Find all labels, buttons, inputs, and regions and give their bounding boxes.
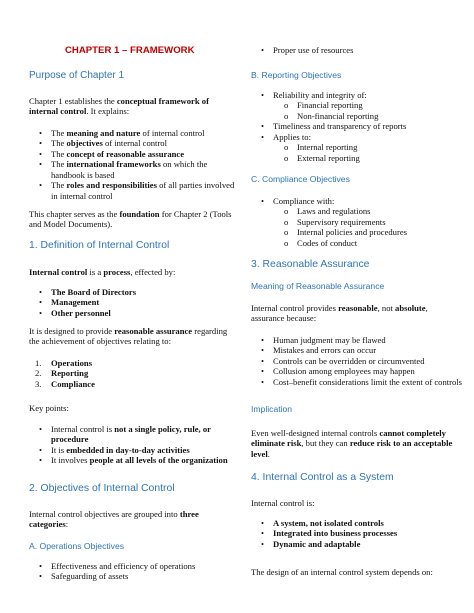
list-item: • Controls can be overridden or circumvented (261, 355, 425, 366)
compliance-list (251, 196, 463, 248)
circle-bullet-icon: o (284, 100, 289, 111)
sub-list (251, 142, 463, 163)
sub-list (251, 100, 463, 121)
key-points-list (29, 424, 237, 466)
meaning-heading: Meaning of Reasonable Assurance (251, 281, 385, 291)
list-item: • Effectiveness and efficiency of operations (39, 561, 196, 571)
bullet-icon: • (261, 376, 265, 387)
bullet-icon: • (39, 128, 43, 138)
sub-list-item: o Internal reporting (284, 142, 358, 153)
section-2-heading: 2. Objectives of Internal Control (29, 483, 175, 494)
list-item: • Collusion among employees may happen (261, 366, 415, 377)
list-item: 3. Compliance (35, 378, 95, 389)
circle-bullet-icon: o (284, 216, 289, 227)
bullet-icon: • (39, 571, 43, 582)
sub-list-item: o Laws and regulations (284, 206, 371, 217)
list-item: • Dynamic and adaptable (261, 538, 361, 549)
grouped-paragraph: Internal control objectives are grouped into three categories: (29, 509, 199, 530)
relating-to-list (29, 358, 237, 389)
bullet-icon: • (261, 345, 265, 356)
list-item: • Applies to: o Internal reporting o External reporting (251, 132, 463, 163)
intro-paragraph: Chapter 1 establishes the conceptual framework of internal control. It explains: (29, 96, 209, 117)
circle-bullet-icon: o (284, 110, 289, 121)
section-3-heading: 3. Reasonable Assurance (251, 259, 370, 270)
design-paragraph: The design of an internal control system depends on: (251, 567, 433, 577)
bullet-icon: • (39, 180, 43, 191)
purpose-heading: Purpose of Chapter 1 (29, 70, 125, 81)
provides-paragraph: Internal control provides reasonable, not absolute, assurance because: (251, 303, 428, 324)
bullet-icon: • (39, 444, 43, 455)
sub-list-item: o External reporting (284, 152, 360, 163)
sub-list-item: o Supervisory requirements (284, 216, 386, 227)
is-label: Internal control is: (251, 498, 315, 508)
bullet-icon: • (39, 424, 43, 434)
bullet-icon: • (261, 90, 265, 100)
circle-bullet-icon: o (284, 206, 289, 217)
reporting-objectives-heading: B. Reporting Objectives (251, 70, 342, 80)
bullet-icon: • (261, 366, 265, 377)
resources-list (251, 45, 463, 55)
bullet-icon: • (261, 45, 265, 55)
bullet-icon: • (261, 335, 265, 345)
list-item: • The objectives of internal control (39, 138, 167, 149)
bullet-icon: • (261, 121, 265, 132)
bullet-icon: • (39, 561, 43, 571)
list-item: • The meaning and nature of internal control (39, 128, 205, 138)
system-list (251, 518, 463, 549)
list-item: • Reliability and integrity of: o Financial reporting o Non-financial reporting (251, 90, 463, 121)
circle-bullet-icon: o (284, 237, 289, 248)
bullet-icon: • (39, 297, 43, 308)
chapter-title: CHAPTER 1 – FRAMEWORK (65, 45, 195, 56)
because-list (251, 335, 463, 387)
bullet-icon: • (39, 307, 43, 318)
section-1-heading: 1. Definition of Internal Control (29, 240, 170, 251)
explains-list (29, 128, 237, 201)
implication-heading: Implication (251, 404, 293, 414)
bullet-icon: • (39, 138, 43, 149)
list-item: • Internal control is not a single policy, rule, or procedure (39, 424, 211, 445)
list-item: • A system, not isolated controls (261, 518, 384, 528)
list-item: • The roles and responsibilities of all parties involved in internal control (39, 180, 235, 201)
list-item: • It is embedded in day-to-day activities (39, 444, 190, 455)
list-item: 2. Reporting (35, 368, 89, 379)
list-item: • The Board of Directors (39, 287, 137, 297)
operations-objectives-heading: A. Operations Objectives (29, 541, 125, 551)
list-item: • Cost–benefit considerations limit the extent of controls (261, 376, 463, 387)
sub-list-item: o Financial reporting (284, 100, 363, 111)
bullet-icon: • (39, 159, 43, 170)
list-item: 1. Operations (35, 358, 93, 368)
list-item: • Timeliness and transparency of reports (261, 121, 407, 132)
effected-by-list (29, 287, 237, 318)
list-item: • Proper use of resources (261, 45, 354, 55)
sub-list-item: o Codes of conduct (284, 237, 358, 248)
sub-list-item: o Non-financial reporting (284, 110, 379, 121)
designed-paragraph: It is designed to provide reasonable assurance regarding the achievement of objectives relating to: (29, 326, 228, 347)
bullet-icon: • (39, 148, 43, 159)
sub-list (251, 206, 463, 248)
sub-list-item: o Internal policies and procedures (284, 227, 408, 238)
list-item: • The international frameworks on which the handbook is based (39, 159, 208, 180)
list-item: • Human judgment may be flawed (261, 335, 386, 345)
circle-bullet-icon: o (284, 142, 289, 153)
circle-bullet-icon: o (284, 227, 289, 238)
compliance-objectives-heading: C. Compliance Objectives (251, 174, 350, 184)
implication-paragraph: Even well-designed internal controls cannot completely eliminate risk, but they can reduce risk to an acceptable level. (251, 428, 453, 459)
bullet-icon: • (261, 528, 265, 539)
list-item: • It involves people at all levels of the organization (39, 455, 228, 466)
bullet-icon: • (261, 355, 265, 366)
list-item: • Management (39, 297, 100, 308)
definition-paragraph: Internal control is a process, effected by: (29, 267, 176, 277)
list-item: • The concept of reasonable assurance (39, 148, 185, 159)
bullet-icon: • (261, 131, 265, 142)
list-item: • Safeguarding of assets (39, 571, 129, 582)
list-item: • Other personnel (39, 307, 111, 318)
bullet-icon: • (39, 455, 43, 466)
list-item: • Mistakes and errors can occur (261, 345, 377, 356)
reporting-list (251, 90, 463, 163)
bullet-icon: • (261, 196, 265, 206)
bullet-icon: • (39, 287, 43, 297)
circle-bullet-icon: o (284, 152, 289, 163)
key-points-label: Key points: (29, 403, 69, 413)
bullet-icon: • (261, 518, 265, 528)
operations-list (29, 561, 237, 582)
bullet-icon: • (261, 538, 265, 549)
section-4-heading: 4. Internal Control as a System (251, 472, 394, 483)
foundation-paragraph: This chapter serves as the foundation for Chapter 2 (Tools and Model Documents). (29, 209, 232, 230)
list-item: • Compliance with: o Laws and regulations o Supervisory requirements o Internal policies and procedures o Codes of conduct (251, 196, 463, 248)
list-item: • Integrated into business processes (261, 528, 398, 539)
